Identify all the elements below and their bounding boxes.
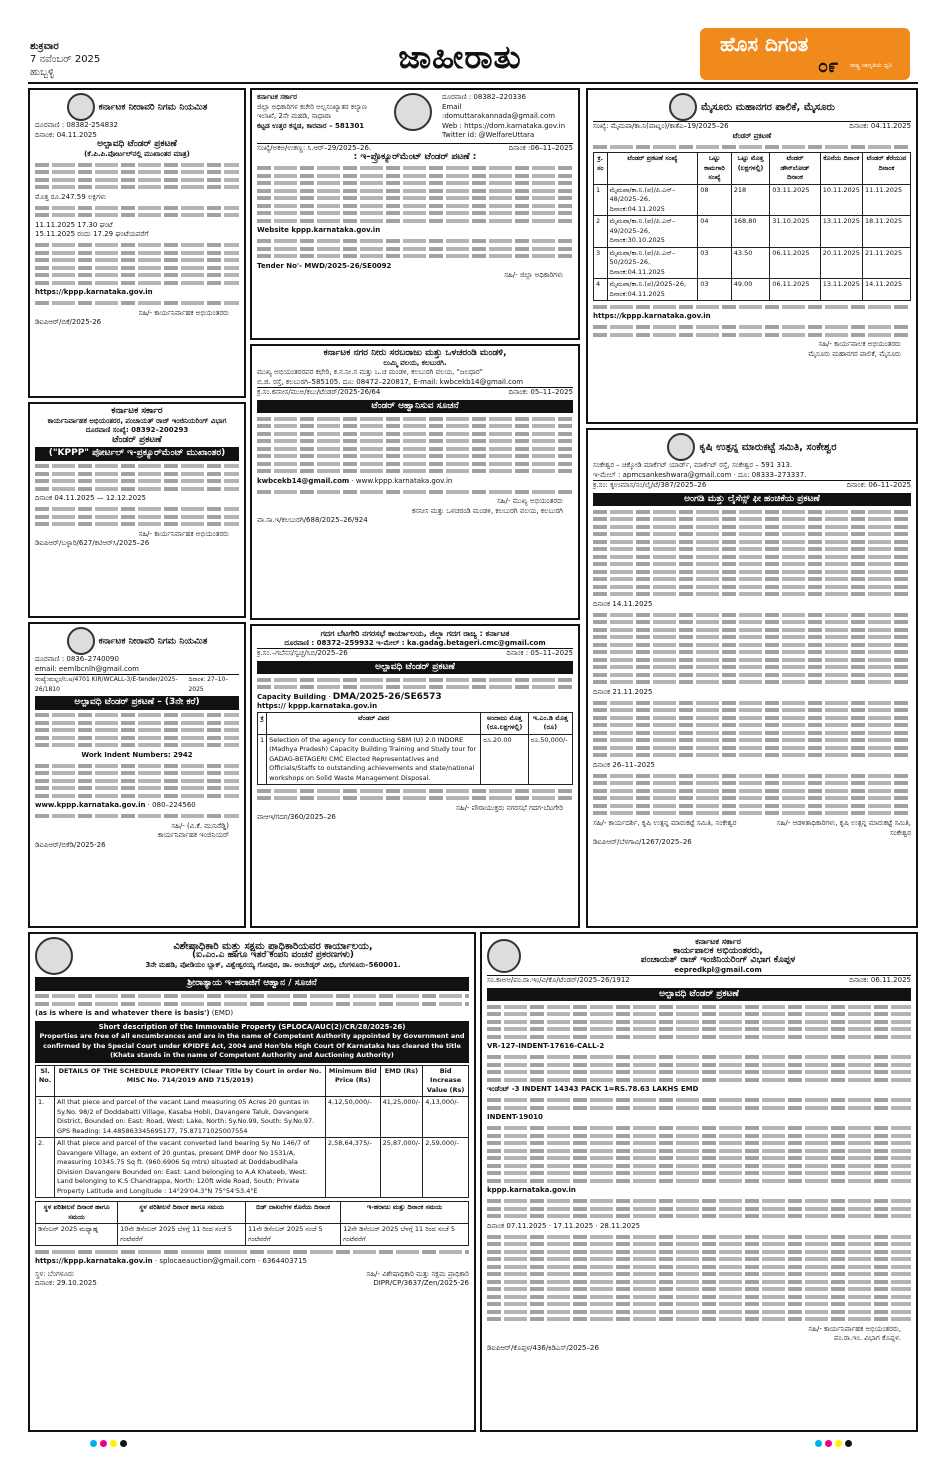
- table-cell: 4,12,50,000/-: [325, 1097, 380, 1138]
- dipr-ref: ಡಿಐಪಿಆರ್/ಕೊಪ್ಪಳ/436/ಕಿಡಿಎಸ್/2025–26: [487, 1343, 599, 1352]
- dipr-ref: ಡಿಐಪಿಆರ್/ಬಿಕೆಡಿ/2025-26: [35, 840, 106, 849]
- schedule-table: [35, 1201, 469, 1246]
- signature: ಸಹಿ/- ಕಾರ್ಯನಿರ್ವಾಹಕ ಅಭಿಯಂತರರು: [138, 308, 229, 317]
- table-cell: 49.00: [731, 279, 770, 301]
- date-2: 17.11.2025: [553, 1221, 594, 1230]
- signature-org: ಕನನೀಸ ಮತ್ತು ಒಳಚರಂಡಿ ಮಂಡಳಿ, ಕಲಬುರಗಿ ವಲಯ, ಕಲಬುರಗಿ: [411, 506, 563, 515]
- ref-date: ದಿನಾಂಕ: 05–11–2025: [508, 388, 573, 396]
- email[interactable]: splocaeauction@gmail.com: [159, 1257, 256, 1265]
- signature-administrator: ಸಹಿ/- ಆಡಳಿತಾಧಿಕಾರಿಗಳು, ಕೃಷಿ ಉತ್ಪನ್ನ ಮಾರುಕಟ್ಟೆ ಸಮಿತಿ, ಸಂಕೇಶ್ವರ: [776, 819, 911, 837]
- date-2: 21.11.2025: [612, 687, 653, 696]
- ref-number: ಸಂಖ್ಯೆ:ಮಲ್ಲಂ/ನಿ.ಅ/4701 KIR/WCALL-3/E-tender/2025-26/1810: [35, 676, 178, 693]
- table-cell: 13.11.2025: [820, 216, 862, 248]
- date: 7 ನವೆಂಬರ್ 2025: [30, 54, 101, 65]
- ref-date: ದಿನಾಂಕ: 04.11.2025: [849, 122, 911, 130]
- emblem-icon: [487, 939, 521, 973]
- emblem-icon: [35, 937, 73, 975]
- table-cell: 1: [258, 734, 267, 785]
- notice-sub: (ಕೆ.ಪಿ.ಪಿ.ಪೋರ್ಟಲ್‌ನಲ್ಲಿ ಮುಖಾಂತರ ಮಾತ್ರ): [84, 149, 190, 158]
- table-cell: Selection of the agency for conducting SBM (U) 2.0 INDORE (Madhya Pradesh) Capacity Building Training and Study tour for GADAG-BETAGERI CMC Elected Representatives and Officials/Staffs to outstanding achievements and state/national workshops on Solid Waste Management Disposal.: [267, 734, 481, 785]
- notice-heading: ಟೆಂಡರ್ ಪ್ರಕಟಣೆ: [112, 434, 162, 445]
- capacity-building: Capacity Building: [257, 692, 327, 701]
- table-header-cell: EMD (Rs): [380, 1065, 423, 1097]
- department: ಪಂಚಾಯತ್ ರಾಜ್ ಇಂಜಿನಿಯರಿಂಗ್ ವಿಭಾಗ ಕೊಪ್ಪಳ: [640, 955, 796, 965]
- page-number: ೦೯: [818, 56, 839, 77]
- as-is-clause: (as is where is and whatever there is basis'): [35, 1009, 210, 1017]
- work-indent: Work Indent Numbers: 2942: [81, 750, 193, 759]
- table-cell: 03: [698, 279, 731, 301]
- table-row: [594, 279, 911, 301]
- signature-secretary: ಸಹಿ/- ಕಾರ್ಯದರ್ಶಿ, ಕೃಷಿ ಉತ್ಪನ್ನ ಮಾರುಕಟ್ಟೆ ಸಮಿತಿ, ಸಂಕೇಶ್ವರ: [593, 819, 737, 827]
- notice-heading: ಟೆಂಡರ್ ಪ್ರಕಟಣೆ: [732, 131, 772, 140]
- tender-id: DMA/2025-26/SE6573: [332, 691, 442, 702]
- office: ಕಾರ್ಯನಿರ್ವಾಹಕ ಅಭಿಯಂತರರ, ಪಂಚಾಯತ್ ರಾಜ್ ಇಂಜಿನಿಯರಿಂಗ್ ವಿಭಾಗ: [47, 416, 227, 425]
- ad-title: ಕರ್ನಾಟಕ ನೀರಾವರಿ ನಿಗಮ ನಿಯಮಿತ: [98, 102, 208, 113]
- table-cell: ಮೈಮಪಾ/ಕಾ.ನಿ.(ಪ)/ಪಿ.ಎನ್–49/2025–26, ದಿನಾಂಕ:30.10.2025: [607, 216, 698, 248]
- ad-pred-koppal: ಕರ್ನಾಟಕ ಸರ್ಕಾರ ಕಾರ್ಯಪಾಲಕ ಅಭಿಯಂತರರು, ಪಂಚಾಯತ್ ರಾಜ್ ಇಂಜಿನಿಯರಿಂಗ್ ವಿಭಾಗ ಕೊಪ್ಪಳ eepredkpl@gmail.com ಸಂ.ಕಾಅಅ/ಪಂ.ರಾ.ಇಂ/ವಿ/ಕೊ/ಟೆಂಡರ್/2025–26/1912 ದಿನಾಂಕ: 06.11.2025 ಅಲ್ಪಾವಧಿ ಟೆಂಡರ್ ಪ್ರಕಟಣೆ VR-127-INDENT-17616-CALL-2 ಇಂಡೆಂಟ್ -3 INDENT 14343 PACK 1=RS.78.63 LAKHS EMD INDENT-19010 kppp.karnataka.gov.in ದಿನಾಂಕ 07.11.2025 · 17.11.2025 · 28.11.2025 ಸಹಿ/- ಕಾರ್ಯನಿರ್ವಾಹಕ ಅಭಿಯಂತರರು, ಪಂ.ರಾ.ಇಂ. ವಿಭಾಗ ಕೊಪ್ಪಳ. ಡಿಐಪಿಆರ್/ಕೊಪ್ಪಳ/436/ಕಿಡಿಎಸ್/2025–26: [480, 932, 918, 1432]
- portal-banner: ("KPPP" ಪೋರ್ಟಲ್ ಇ-ಪ್ರಕ್ಯೂರ್‌ಮೆಂಟ್ ಮುಖಾಂತರ): [35, 447, 239, 461]
- table-cell: ಡಿಸೆಂಬರ್ 2025 ಮಧ್ಯಾಹ್ನ: [36, 1224, 118, 1246]
- table-cell: 4,13,000/-: [423, 1097, 469, 1138]
- ad-minority-welfare: [250, 88, 580, 340]
- table-header-cell: ಟೆಂಡರ್ ವಿವರ: [267, 712, 481, 734]
- portal-link[interactable]: https://kppp.karnataka.gov.in: [35, 1257, 153, 1265]
- helpline: 080–224560: [152, 801, 196, 809]
- signature-org: ಪಂ.ರಾ.ಇಂ. ವಿಭಾಗ ಕೊಪ್ಪಳ.: [833, 1334, 901, 1342]
- property-table: [35, 1065, 469, 1199]
- dipr-ref: ವಾ.ಸಾ.ಇ/ಕಲಬುರಗಿ/688/2025–26/924: [257, 516, 368, 524]
- table-header-cell: ಕ್ರ. ಸಂ: [594, 153, 608, 185]
- table-cell: 43.50: [731, 247, 770, 279]
- ad-subtitle: (ಐ.ಎಂ.ಎ ಹಾಗೂ ಇತರೆ ಕಂಪನಿ ವಂಚನೆ ಪ್ರಕರಣಗಳು): [192, 950, 354, 961]
- table-header-cell: ಕೊನೆಯ ದಿನಾಂಕ: [820, 153, 862, 185]
- table-cell: 10.11.2025: [820, 184, 862, 216]
- portal-link[interactable]: kppp.karnataka.gov.in: [487, 1186, 576, 1194]
- tender-number: Tender No'- MWD/2025-26/SE0092: [257, 261, 392, 270]
- magenta-dot: [100, 1440, 107, 1447]
- signature-org: ಮೈಸೂರು ಮಹಾನಗರ ಪಾಲಿಕೆ, ಮೈಸೂರು: [808, 349, 901, 358]
- ad-panchayat-raj: ಕರ್ನಾಟಕ ಸರ್ಕಾರ ಕಾರ್ಯನಿರ್ವಾಹಕ ಅಭಿಯಂತರರ, ಪಂಚಾಯತ್ ರಾಜ್ ಇಂಜಿನಿಯರಿಂಗ್ ವಿಭಾಗ ದೂರವಾಣಿ ಸಂಖ್ಯೆ: 08392–200293 ಟೆಂಡರ್ ಪ್ರಕಟಣೆ ("KPPP" ಪೋರ್ಟಲ್ ಇ-ಪ್ರಕ್ಯೂರ್‌ಮೆಂಟ್ ಮುಖಾಂತರ) ದಿನಾಂಕ 04.11.2025 — 12.12.2025 ಸಹಿ/- ಕಾರ್ಯನಿರ್ವಾಹಕ ಅಭಿಯಂತರರು ಡಿಐಪಿಆರ್/ಬಳ್ಳಾರಿ/627/ಕಟಿಆರ್‌ಸಿ/2025–26: [28, 402, 246, 618]
- table-header-cell: ಒಟ್ಟು ಕಾಮಗಾರಿ ಸಂಖ್ಯೆ: [698, 153, 731, 185]
- table-cell: 25,87,000/-: [380, 1138, 423, 1198]
- cyan-dot: [90, 1440, 97, 1447]
- emblem-icon: [67, 627, 95, 655]
- table-row: [36, 1097, 469, 1138]
- table-cell: ಮೈಮಪಾ/ಕಾ.ನಿ.(ಪ)/ಪಿ.ಎನ್–48/2025–26, ದಿನಾಂಕ:04.11.2025: [607, 184, 698, 216]
- close-date: 12.12.2025: [105, 494, 147, 502]
- ad-apmc-sankeshwar: ಕೃಷಿ ಉತ್ಪನ್ನ ಮಾರುಕಟ್ಟೆ ಸಮಿತಿ, ಸಂಕೇಶ್ವರ ಸಂಕೇಶ್ವರ – ಚಿಕ್ಕೋಡಿ ಮಾರ್ಕೆಟ್ ಯಾರ್ಡ್, ಮಾರ್ಕೆಟ್ ರಸ್ತೆ, ಸಂಕೇಶ್ವರ – 591 313. ಇ-ಮೇಲ್ : apmcsankeshwara@gmail.com · ದೂ: 08333–273337. ಕ್ರ.ಸಂ: ಕೃಉಮಾಸ/ಸಂ/ಲೈ/ಟೆ/387/2025–26 ದಿನಾಂಕ: 06–11–2025 ಅಂಗಡಿ ಮತ್ತು ಲೈಸೆನ್ಸ್ ಫೀ ಹಂಚಿಕೆಯ ಪ್ರಕಟಣೆ ದಿನಾಂಕ 14.11.2025 ದಿನಾಂಕ 21.11.2025 ದಿನಾಂಕ 26–11–2025 ಸಹಿ/- ಕಾರ್ಯದರ್ಶಿ, ಕೃಷಿ ಉತ್ಪನ್ನ ಮಾರುಕಟ್ಟೆ ಸಮಿತಿ, ಸಂಕೇಶ್ವರ ಸಹಿ/- ಆಡಳಿತಾಧಿಕಾರಿಗಳು, ಕೃಷಿ ಉತ್ಪನ್ನ ಮಾರುಕಟ್ಟೆ ಸಮಿತಿ, ಸಂಕೇಶ್ವರ ಡಿಐಪಿಆರ್/ಬೆಳಗಾವಿ/1267/2025–26: [586, 428, 918, 928]
- table-cell: 06.11.2025: [770, 247, 820, 279]
- ad-water-supply-board: ಕರ್ನಾಟಕ ನಗರ ನೀರು ಸರಬರಾಜು ಮತ್ತು ಒಳಚರಂಡಿ ಮಂಡಳಿ, ಲುಮ್ಮಿ ವಲಯ, ಕಲಬುರಗಿ. ಮುಖ್ಯ ಅಭಿಯಂತರರವರ ಕಛೇರಿ, ಕ.ನ.ನೀ.ಸ ಮತ್ತು ಒ.ಚ ಮಂಡಳಿ, ಕಲಬುರಗಿ ವಲಯ, "ಜಲಧಾರ" ಬಿ.ಜಿ. ರಸ್ತೆ, ಕಲಬುರಗಿ–585105. ದೂ: 08472–220817, E-mail: kwbcekb14@gmail.com ಕ್ರ.ಸಂ.ಕನನೀಸ/ಮುಅ/ಕಬು/ಟೆಂಡರ್/2025-26/64 ದಿನಾಂಕ: 05–11–2025 ಟೆಂಡರ್ ಆಹ್ವಾನಿಸುವ ಸೂಚನೆ kwbcekb14@gmail.com · www.kppp.karnataka.gov.in ಸಹಿ/- ಮುಖ್ಯ ಅಭಿಯಂತರರು ಕನನೀಸ ಮತ್ತು ಒಳಚರಂಡಿ ಮಂಡಳಿ, ಕಲಬುರಗಿ ವಲಯ, ಕಲಬುರಗಿ ವಾ.ಸಾ.ಇ/ಕಲಬುರಗಿ/688/2025–26/924: [250, 344, 580, 620]
- ref-date: ದಿನಾಂಕ: 06–11–2025: [846, 481, 911, 489]
- address: ಸಂಕೇಶ್ವರ – ಚಿಕ್ಕೋಡಿ ಮಾರ್ಕೆಟ್ ಯಾರ್ಡ್, ಮಾರ್ಕೆಟ್ ರಸ್ತೆ, ಸಂಕೇಶ್ವರ – 591 313.: [593, 461, 793, 469]
- table-cell: 08: [698, 184, 731, 216]
- address: ಬಿ.ಜಿ. ರಸ್ತೆ, ಕಲಬುರಗಿ–585105. ದೂ: 08472–220817, E-mail: kwbcekb14@gmail.com: [257, 377, 524, 386]
- indent-3: INDENT-19010: [487, 1113, 543, 1121]
- paper-name: ಹೊಸ ದಿಗಂತ: [720, 32, 809, 56]
- publish-date: 04.11.2025: [54, 494, 95, 502]
- table-row: [594, 247, 911, 279]
- signature: ಸಹಿ/- ವಿಶೇಷಾಧಿಕಾರಿ ಮತ್ತು ಸಕ್ಷಮ ಪ್ರಾಧಿಕಾರಿ: [366, 1269, 469, 1278]
- table-cell: ಮೈಮಪಾ/ಕಾ.ನಿ.(ಪ)/2025–26, ದಿನಾಂಕ:04.11.2025: [607, 279, 698, 301]
- table-cell: 12ನೇ ಡಿಸೆಂಬರ್ 2025 ಬೆಳಗ್ಗೆ 11 ರಿಂದ ಸಂಜೆ 5 ಗಂಟೆವರೆಗೆ: [341, 1224, 469, 1246]
- phone: ದೂ: 08333–273337.: [738, 470, 807, 479]
- day: ಶುಕ್ರವಾರ: [30, 41, 59, 52]
- table-row: [594, 216, 911, 248]
- emblem-icon: [667, 433, 695, 461]
- website[interactable]: Web : https://dom.karnataka.gov.in: [442, 121, 566, 130]
- emblem-icon: [67, 93, 95, 121]
- property-desc-body: Properties are free of all encumbrances and are in the name of Competent Authority appointed by Government and confirmed by the Special Court under KPIDFE Act, 2004 and Hon'ble High Court Of Karnataka has cleared the title (Khata stands in the name of Competent Authority and Auctioning Authority): [39, 1032, 465, 1059]
- ad-title: ಕೃಷಿ ಉತ್ಪನ್ನ ಮಾರುಕಟ್ಟೆ ಸಮಿತಿ, ಸಂಕೇಶ್ವರ: [699, 442, 837, 453]
- signature: ಸಹಿ/- (ವಿ.ಕೆ. ಮುನಿರೆಡ್ಡಿ): [171, 821, 229, 830]
- table-cell: 18.11.2025: [862, 216, 910, 248]
- table-cell: 13.11.2025: [820, 279, 862, 301]
- ref-number: ಕ್ರ.ಸಂ: ಕೃಉಮಾಸ/ಸಂ/ಲೈ/ಟೆ/387/2025–26: [593, 481, 707, 489]
- signature: ಸಹಿ/- ಕಾರ್ಯನಿರ್ವಾಹಕ ಅಭಿಯಂತರರು,: [808, 1324, 901, 1333]
- dipr-ref: ಡಿಐಪಿಆರ್/ಬಿಕೆ/2025-26: [35, 318, 102, 326]
- table-cell: 21.11.2025: [862, 247, 910, 279]
- header-rule: [28, 82, 918, 84]
- phone: ದೂರವಾಣಿ ಸಂಖ್ಯೆ: 08392–200293: [85, 426, 189, 434]
- table-cell: 4: [594, 279, 608, 301]
- portal-link[interactable]: Website kppp.karnataka.gov.in: [257, 226, 381, 234]
- property-desc-title: Short description of the Immovable Property (SPLOCA/AUC(2)/CR/28/2025-26): [98, 1022, 406, 1031]
- dipr-ref: ಡಿಐಪಿಆರ್/ಬೆಳಗಾವಿ/1267/2025–26: [593, 838, 692, 846]
- table-cell: ರೂ.50,000/-: [528, 734, 572, 785]
- table-cell: 3: [594, 247, 608, 279]
- ref-date: ದಿನಾಂಕ :06–11–2025: [508, 143, 573, 152]
- ref-date: ದಿನಾಂಕ: 06.11.2025: [849, 976, 911, 984]
- district: ಕಟ್ಟಡ ಉತ್ತರ ಕನ್ನಡ, ಕಾರವಾರ – 581301: [257, 121, 365, 130]
- ref-number: ಕ್ರ.ಸಂ.–ಗಬೆನಸ/ಸ್ವಚ್ಛ/ಸಿಬಿ/2025–26: [257, 649, 348, 657]
- indent-1: VR-127-INDENT-17616-CALL-2: [487, 1042, 605, 1050]
- table-header-cell: ಸ್ಥಳ ಪರಿಶೀಲನೆ ದಿನಾಂಕ ಹಾಗೂ ಸಮಯ: [118, 1202, 246, 1224]
- black-dot: [120, 1440, 127, 1447]
- ad-irrigation-nigam: [28, 88, 246, 398]
- ref-number: ಕ್ರ.ಸಂ.ಕನನೀಸ/ಮುಅ/ಕಬು/ಟೆಂಡರ್/2025-26/64: [257, 388, 381, 396]
- portal-link[interactable]: www.kppp.karnataka.gov.in: [355, 476, 453, 485]
- table-cell: All that piece and parcel of the vacant Land measuring 05 Acres 20 guntas in Sy.No. 98/2 of Doddabatti Village, Kasaba Hobli, Davangere Taluk, Davangere District, Bounded on: East: Road, West: Lake, North: Sy.No.99, South: Sy.No.97. GPS Reading: 14.485863345695177, 75.87171025007554: [55, 1097, 326, 1138]
- table-cell: 03.11.2025: [770, 184, 820, 216]
- email: email: eemlbcnlh@gmail.com: [35, 664, 139, 673]
- registration-marks-left: [90, 1440, 127, 1447]
- tagline: ರಾಷ್ಟ್ರ ಜಾಗೃತಿಯ ಧ್ವನಿ: [850, 62, 893, 69]
- table-cell: 2.: [36, 1138, 55, 1198]
- govt-name: ಕರ್ನಾಟಕ ಸರ್ಕಾರ: [111, 406, 163, 416]
- table-header-cell: ಟೆಂಡರ್ ಡೌನ್‌ಲೋಡ್ ದಿನಾಂಕ: [770, 153, 820, 185]
- ad-irrigation-nigam-2: ಕರ್ನಾಟಕ ನೀರಾವರಿ ನಿಗಮ ನಿಯಮಿತ ದೂರವಾಣಿ : 0836–2740090 email: eemlbcnlh@gmail.com ಸಂಖ್ಯೆ:ಮಲ್ಲಂ/ನಿ.ಅ/4701 KIR/WCALL-3/E-tender/2025-26/1810 ದಿನಾಂಕ: 27–10–2025 ಅಲ್ಪಾವಧಿ ಟೆಂಡರ್ ಪ್ರಕಟಣೆ – (3ನೇ ಕರೆ) Work Indent Numbers: 2942 www.kppp.karnataka.gov.in · 080–224560 ಸಹಿ/- (ವಿ.ಕೆ. ಮುನಿರೆಡ್ಡಿ) ಕಾರ್ಯನಿರ್ವಾಹಕ ಇಂಜಿನಿಯರ್ ಡಿಐಪಿಆರ್/ಬಿಕೆಡಿ/2025-26: [28, 622, 246, 928]
- emblem-icon: [669, 93, 697, 121]
- table-header-cell: ಅಂದಾಜು ಮೊತ್ತ (ರೂ.ಲಕ್ಷಗಳಲ್ಲಿ): [481, 712, 528, 734]
- table-header-cell: ಕ್ರ: [258, 712, 267, 734]
- emd-label: (EMD): [211, 1009, 234, 1017]
- ad-mysore-corporation: [586, 88, 918, 424]
- email[interactable]: kwbcekb14@gmail.com: [257, 476, 350, 485]
- dipr-ref: DIPR/CP/3637/Zen/2025-26: [373, 1279, 469, 1287]
- notice-heading: : ಇ–ಪ್ರೊಕ್ಯೂರ್‌ಮೆಂಟ್ ಟೆಂಡರ್ ಪಟಣೆ :: [353, 152, 477, 162]
- portal-link[interactable]: https://kppp.karnataka.gov.in: [593, 312, 711, 320]
- address: 3ನೇ ಮಹಡಿ, ಪೋಡಿಯಂ ಬ್ಲಾಕ್, ವಿಶ್ವೇಶ್ವರಯ್ಯ ಗೋಪುರ, ಡಾ. ಅಂಬೇಡ್ಕರ್ ವೀಧಿ, ಬೆಂಗಳೂರು–560001.: [145, 960, 401, 969]
- table-cell: 2: [594, 216, 608, 248]
- registration-marks-right: [815, 1440, 852, 1447]
- table-cell: 1.: [36, 1097, 55, 1138]
- table-cell: 168.80: [731, 216, 770, 248]
- dipr-ref: ವಾಆಇ/ಗದಗ/360/2025–26: [257, 813, 336, 821]
- table-header-cell: ಇ.ಎಂ.ಡಿ ಮೊತ್ತ (ರೂ): [528, 712, 572, 734]
- tender-table: [257, 712, 573, 786]
- office: ಮುಖ್ಯ ಅಭಿಯಂತರರವರ ಕಛೇರಿ, ಕ.ನ.ನೀ.ಸ ಮತ್ತು ಒ.ಚ ಮಂಡಳಿ, ಕಲಬುರಗಿ ವಲಯ, "ಜಲಧಾರ": [257, 368, 483, 376]
- table-cell: 11.11.2025: [862, 184, 910, 216]
- dipr-ref: ಡಿಐಪಿಆರ್/ಬಳ್ಳಾರಿ/627/ಕಟಿಆರ್‌ಸಿ/2025–26: [35, 539, 150, 547]
- signature-title: ಕಾರ್ಯನಿರ್ವಾಹಕ ಇಂಜಿನಿಯರ್: [157, 831, 229, 839]
- city: ಹುಬ್ಬಳ್ಳಿ: [30, 67, 55, 78]
- paper-logo: [700, 28, 910, 80]
- notice-heading: ಅಲ್ಪಾವಧಿ ಟೆಂಡರ್ ಪ್ರಕಟಣೆ: [487, 988, 911, 1002]
- notice-heading: ಅಲ್ಪಾವಧಿ ಟೆಂಡರ್ ಪ್ರಕಟಣೆ: [97, 139, 177, 149]
- table-cell: 14.11.2025: [862, 279, 910, 301]
- yellow-dot: [110, 1440, 117, 1447]
- table-header-cell: ಒಟ್ಟು ಮೊತ್ತ (ಲಕ್ಷಗಳಲ್ಲಿ): [731, 153, 770, 185]
- table-cell: 11ನೇ ಡಿಸೆಂಬರ್ 2025 ಸಂಜೆ 5 ಗಂಟೆವರೆಗೆ: [246, 1224, 341, 1246]
- govt-name: ಕರ್ನಾಟಕ ಸರ್ಕಾರ: [695, 937, 741, 946]
- black-dot: [845, 1440, 852, 1447]
- date-1: 14.11.2025: [612, 599, 653, 608]
- ref-number: ಸಂಖ್ಯೆ: ಮೈಮಪಾ/ಕಾ.ನಿ(ಪಾಟ್ನಂ)/ಕಾತೆಎ–19/2025–26: [593, 122, 729, 130]
- phone: ದೂರವಾಣಿ : 08382-254832: [35, 121, 118, 129]
- table-header-cell: ಸ್ಥಳ ಪರಿಶೀಲನೆ ದಿನಾಂಕ ಹಾಗೂ ಸಮಯ: [36, 1202, 118, 1224]
- table-cell: 03: [698, 247, 731, 279]
- yellow-dot: [835, 1440, 842, 1447]
- ad-title: ಕರ್ನಾಟಕ ನೀರಾವರಿ ನಿಗಮ ನಿಯಮಿತ: [98, 636, 208, 647]
- table-row: [594, 184, 911, 216]
- section-title: ಜಾಹೀರಾತು: [398, 38, 522, 76]
- table-cell: 2,58,64,375/-: [325, 1138, 380, 1198]
- signature: ಸಹಿ/- ಮುಖ್ಯ ಅಭಿಯಂತರರು: [496, 497, 563, 505]
- notice-heading: ಅಂಗಡಿ ಮತ್ತು ಲೈಸೆನ್ಸ್ ಫೀ ಹಂಚಿಕೆಯ ಪ್ರಕಟಣೆ: [593, 493, 911, 507]
- ad-title: ಗದಗ ಬೆಟಗೇರಿ ನಗರಸಭೆ ಕಾರ್ಯಾಲಯ, ಜಿಲ್ಲಾ ಗದಗ ರಾಜ್ಯ : ಕರ್ನಾಟಕ: [320, 629, 510, 638]
- table-header-cell: Minimum Bid Price (Rs): [325, 1065, 380, 1097]
- portal-link[interactable]: https://kppp.karnataka.gov.in: [35, 288, 153, 296]
- table-cell: 06.11.2025: [770, 279, 820, 301]
- portal-link[interactable]: https:// kppp.karnataka.gov.in: [257, 702, 378, 710]
- office: ಕಾರ್ಯಪಾಲಕ ಅಭಿಯಂತರರು,: [673, 945, 763, 956]
- date-3: 26–11–2025: [612, 760, 656, 769]
- ad-title: ಮೈಸೂರು ಮಹಾನಗರ ಪಾಲಿಕೆ, ಮೈಸೂರು: [701, 102, 835, 113]
- amount: ಮೊತ್ತ ರೂ.247.59 ಲಕ್ಷಗಳು: [35, 192, 107, 201]
- phone: ದೂರವಾಣಿ : 08382–220336: [442, 93, 526, 101]
- ref-number: ಸಂಖ್ಯೆ/ಅಕಅ/ಉಕಣ್ಣ: ಸಿ.ಆರ್–29/2025–26.: [257, 143, 372, 152]
- email: Email :domuttarakannada@gmail.com: [442, 102, 556, 120]
- table-cell: 04: [698, 216, 731, 248]
- ref-number: ಸಂ.ಕಾಅಅ/ಪಂ.ರಾ.ಇಂ/ವಿ/ಕೊ/ಟೆಂಡರ್/2025–26/1912: [487, 976, 630, 984]
- email: eepredkpl@gmail.com: [674, 965, 762, 974]
- notice-heading: ಟೆಂಡರ್ ಆಹ್ವಾನಿಸುವ ಸೂಚನೆ: [257, 400, 573, 414]
- table-cell: All that piece and parcel of the vacant converted land bearing Sy No 146/7 of Davangere Village, an extent of 20 guntas, present DMP door No 1531/A, measuring 10345.75 Sq ft. (960.6906 Sq mtrs) situated at Doddabudihala Division Davangere Bounded on: East: Land belonging to A.A Khateeb, West: Land belonging to K.S Chandrappa, North: 120ft wide Road, South: Private Property Latitude and Longitude : 14°29'04.3"N 75°54'53.4"E: [55, 1138, 326, 1198]
- govt-name: ಕರ್ನಾಟಕ ಸರ್ಕಾರ: [257, 93, 297, 101]
- signature: ಸಹಿ/- ಕಾರ್ಯಪಾಲಕ ಅಭಿಯಂತರರು: [818, 340, 901, 348]
- table-header-cell: ಇ-ಹರಾಜು ಮತ್ತು ದಿನಾಂಕ ಸಮಯ: [341, 1202, 469, 1224]
- table-row: [36, 1138, 469, 1198]
- tender-table: [593, 152, 911, 301]
- table-cell: 1: [594, 184, 608, 216]
- notice-heading: ಶ್ರೀರಾತ್ಯಾಯ ಇ-ಹರಾಜಿಗೆ ಆಹ್ವಾನ / ಸೂಚನೆ: [35, 977, 469, 991]
- cyan-dot: [815, 1440, 822, 1447]
- ad-title: ವಿಶೇಷಾಧಿಕಾರಿ ಮತ್ತು ಸಕ್ಷಮ ಪ್ರಾಧಿಕಾರಿಯವರ ಕಾರ್ಯಾಲಯ,: [173, 940, 373, 952]
- signature: ಸಹಿ/- ಜಿಲ್ಲಾ ಅಧಿಕಾರಿಗಳು: [504, 271, 563, 279]
- ad-title: ಕರ್ನಾಟಕ ನಗರ ನೀರು ಸರಬರಾಜು ಮತ್ತು ಒಳಚರಂಡಿ ಮಂಡಳಿ,: [323, 348, 507, 358]
- table-header-cell: Sl. No.: [36, 1065, 55, 1097]
- signature: ಸಹಿ/- ಕಾರ್ಯನಿರ್ವಾಹಕ ಅಭಿಯಂತರರು: [138, 529, 229, 538]
- date-3: 28.11.2025: [599, 1221, 641, 1230]
- table-cell: 20.11.2025: [820, 247, 862, 279]
- deadline: 11.11.2025 17.30 ಘಂಟೆ: [35, 220, 113, 229]
- opening: 15.11.2025 ರಂದು 17.29 ಘಂಟೆಯವರೆಗೆ: [35, 230, 149, 238]
- twitter: Twitter id: @WelfareUttara: [442, 131, 535, 139]
- table-header-cell: ಬಿಡ್ ದಾಖಲೆಗಳ ಕೊನೆಯ ದಿನಾಂಕ: [246, 1202, 341, 1224]
- place: ಸ್ಥಳ: ಬೆಂಗಳೂರು: [35, 1269, 74, 1278]
- table-cell: 218: [731, 184, 770, 216]
- signature: ಸಹಿ/- ಪೌರಾಯುಕ್ತರು ನಗರಸಭೆ ಗದಗ-ಬೆಟಗೇರಿ: [456, 803, 563, 812]
- indent-2: ಇಂಡೆಂಟ್ -3 INDENT 14343 PACK 1=RS.78.63 LAKHS EMD: [487, 1085, 699, 1093]
- date-1: 07.11.2025: [506, 1221, 547, 1230]
- magenta-dot: [825, 1440, 832, 1447]
- ad-subtitle: ಲುಮ್ಮಿ ವಲಯ, ಕಲಬುರಗಿ.: [383, 358, 447, 367]
- notice-heading: ಅಲ್ಪಾವಧಿ ಟೆಂಡರ್ ಪ್ರಕಟಣೆ – (3ನೇ ಕರೆ): [35, 696, 239, 710]
- ad-date: ದಿನಾಂಕ: 04.11.2025: [35, 130, 97, 139]
- table-cell: 2,59,000/-: [423, 1138, 469, 1198]
- table-header-cell: DETAILS OF THE SCHEDULE PROPERTY (Clear Title by Court in order No. MISC No. 714/2019 AND 715/2019): [55, 1065, 326, 1097]
- table-cell: ರೂ.20.00: [481, 734, 528, 785]
- ref-date: ದಿನಾಂಕ : 05–11–2025: [506, 649, 573, 657]
- office: ಜಿಲ್ಲಾ ಅಧಿಕಾರಿಗಳ ಕಚೇರಿ ಅಲ್ಪಸಂಖ್ಯಾತರ ಕಲ್ಯಾಣ ಇಲಾಖೆ, 2ನೇ ಮಹಡಿ, ಸಾಧಾರಾ: [257, 102, 367, 120]
- table-header-cell: Bid Increase Value (Rs): [423, 1065, 469, 1097]
- portal-link[interactable]: www.kppp.karnataka.gov.in: [35, 801, 146, 809]
- phone: 6364403715: [262, 1257, 307, 1265]
- masthead-left: [30, 40, 180, 79]
- ad-gadag-municipality: ಗದಗ ಬೆಟಗೇರಿ ನಗರಸಭೆ ಕಾರ್ಯಾಲಯ, ಜಿಲ್ಲಾ ಗದಗ ರಾಜ್ಯ : ಕರ್ನಾಟಕ ದೂರವಾಣಿ : 08372–259932 ಇ-ಮೇಲ್ : ka.gadag.betageri.cmc@gmail.com ಕ್ರ.ಸಂ.–ಗಬೆನಸ/ಸ್ವಚ್ಛ/ಸಿಬಿ/2025–26 ದಿನಾಂಕ : 05–11–2025 ಅಲ್ಪಾವಧಿ ಟೆಂಡರ್ ಪ್ರಕಟಣೆ Capacity Building · DMA/2025-26/SE6573 https:// kppp.karnataka.gov.in ಕ್ರ ಟೆಂಡರ್ ವಿವರ ಅಂದಾಜು ಮೊತ್ತ (ರೂ.ಲಕ್ಷಗಳಲ್ಲಿ) ಇ.ಎಂ.ಡಿ ಮೊತ್ತ (ರೂ) 1 Selection of the agency for conducting SBM (U) 2.0 INDORE (Madhya Pradesh) Capacity Building Training and Study tour for GADAG-BETAGERI CMC Elected Representatives and Officials/Staffs to outstanding achievements and state/national workshops on Solid Waste Management Disposal. ರೂ.20.00 ರೂ.50,000/- ಸಹಿ/- ಪೌರಾಯುಕ್ತರು ನಗರಸಭೆ ಗದಗ-ಬೆಟಗೇರಿ ವಾಆಇ/ಗದಗ/360/2025–26: [250, 624, 580, 928]
- phone: ದೂರವಾಣಿ : 0836–2740090: [35, 655, 119, 663]
- ad-date: ದಿನಾಂಕ: 29.10.2025: [35, 1279, 97, 1287]
- ref-date: ದಿನಾಂಕ: 27–10–2025: [188, 676, 229, 693]
- ad-special-officer-auction: ವಿಶೇಷಾಧಿಕಾರಿ ಮತ್ತು ಸಕ್ಷಮ ಪ್ರಾಧಿಕಾರಿಯವರ ಕಾರ್ಯಾಲಯ, (ಐ.ಎಂ.ಎ ಹಾಗೂ ಇತರೆ ಕಂಪನಿ ವಂಚನೆ ಪ್ರಕರಣಗಳು) 3ನೇ ಮಹಡಿ, ಪೋಡಿಯಂ ಬ್ಲಾಕ್, ವಿಶ್ವೇಶ್ವರಯ್ಯ ಗೋಪುರ, ಡಾ. ಅಂಬೇಡ್ಕರ್ ವೀಧಿ, ಬೆಂಗಳೂರು–560001. ಶ್ರೀರಾತ್ಯಾಯ ಇ-ಹರಾಜಿಗೆ ಆಹ್ವಾನ / ಸೂಚನೆ (as is where is and whatever there is basis') (EMD) Short description of the Immovable Property (SPLOCA/AUC(2)/CR/28/2025-26) Properties are free of all encumbrances and are in the name of Competent Authority appointed by Government and confirmed by the Special Court under KPIDFE Act, 2004 and Hon'ble High Court Of Karnataka has cleared the title (Khata stands in the name of Competent Authority and Auctioning Authority) Sl. No. DETAILS OF THE SCHEDULE PROPERTY (Clear Title by Court in order No. MISC No. 714/2019 AND 715/2019) Minimum Bid Price (Rs) EMD (Rs) Bid Increase Value (Rs) 1. All that piece and parcel of the vacant Land measuring 05 Acres 20 guntas in Sy.No. 98/2 of Doddabatti Village, Kasaba Hobli, Davangere Taluk, Davangere District, Bounded on: East: Road, West: Lake, North: Sy.No.99, South: Sy.No.97. GPS Reading: 14.485863345695177, 75.87171025007554 4,12,50,000/- 41,25,000/- 4,13,000/- 2. All that piece and parcel of the vacant converted land bearing Sy No 146/7 of Davangere Village, an extent of 20 guntas, present DMP door No 1531/A, measuring 10345.75 Sq ft. (960.6906 Sq mtrs) situated at Doddabudihala Division Davangere Bounded on: East: Land belonging to A.A Khateeb, West: Land belonging to K.S Chandrappa, North: 120ft wide Road, South: Private Property Latitude and Longitude : 14°29'04.3"N 75°54'53.4"E 2,58,64,375/- 25,87,000/- 2,59,000/- ಸ್ಥಳ ಪರಿಶೀಲನೆ ದಿನಾಂಕ ಹಾಗೂ ಸಮಯ ಸ್ಥಳ ಪರಿಶೀಲನೆ ದಿನಾಂಕ ಹಾಗೂ ಸಮಯ ಬಿಡ್ ದಾಖಲೆಗಳ ಕೊನೆಯ ದಿನಾಂಕ ಇ-ಹರಾಜು ಮತ್ತು ದಿನಾಂಕ ಸಮಯ ಡಿಸೆಂಬರ್ 2025 ಮಧ್ಯಾಹ್ನ 10ನೇ ಡಿಸೆಂಬರ್ 2025 ಬೆಳಗ್ಗೆ 11 ರಿಂದ ಸಂಜೆ 5 ಗಂಟೆವರೆಗೆ 11ನೇ ಡಿಸೆಂಬರ್ 2025 ಸಂಜೆ 5 ಗಂಟೆವರೆಗೆ 12ನೇ ಡಿಸೆಂಬರ್ 2025 ಬೆಳಗ್ಗೆ 11 ರಿಂದ ಸಂಜೆ 5 ಗಂಟೆವರೆಗೆ https://kppp.karnataka.gov.in · splocaeauction@gmail.com · 6364403715 ಸ್ಥಳ: ಬೆಂಗಳೂರು ದಿನಾಂಕ: 29.10.2025 ಸಹಿ/- ವಿಶೇಷಾಧಿಕಾರಿ ಮತ್ತು ಸಕ್ಷಮ ಪ್ರಾಧಿಕಾರಿ DIPR/CP/3637/Zen/2025-26: [28, 932, 476, 1432]
- phone: ದೂರವಾಣಿ : 08372–259932 ಇ-ಮೇಲ್ : ka.gadag.betageri.cmc@gmail.com: [284, 638, 546, 647]
- table-header-cell: ಟೆಂಡರ್ ತೆರೆಯುವ ದಿನಾಂಕ: [862, 153, 910, 185]
- table-header-cell: ಟೆಂಡರ್ ಪ್ರಕಟಣೆ ಸಂಖ್ಯೆ: [607, 153, 698, 185]
- table-cell: 10ನೇ ಡಿಸೆಂಬರ್ 2025 ಬೆಳಗ್ಗೆ 11 ರಿಂದ ಸಂಜೆ 5 ಗಂಟೆವರೆಗೆ: [118, 1224, 246, 1246]
- table-cell: ಮೈಮಪಾ/ಕಾ.ನಿ.(ಪ)/ಪಿ.ಎನ್–50/2025–26, ದಿನಾಂಕ:04.11.2025: [607, 247, 698, 279]
- state-emblem-icon: [394, 93, 432, 131]
- table-cell: 41,25,000/-: [380, 1097, 423, 1138]
- notice-heading: ಅಲ್ಪಾವಧಿ ಟೆಂಡರ್ ಪ್ರಕಟಣೆ: [257, 661, 573, 675]
- table-cell: 31.10.2025: [770, 216, 820, 248]
- email: ಇ-ಮೇಲ್ : apmcsankeshwara@gmail.com: [593, 470, 732, 479]
